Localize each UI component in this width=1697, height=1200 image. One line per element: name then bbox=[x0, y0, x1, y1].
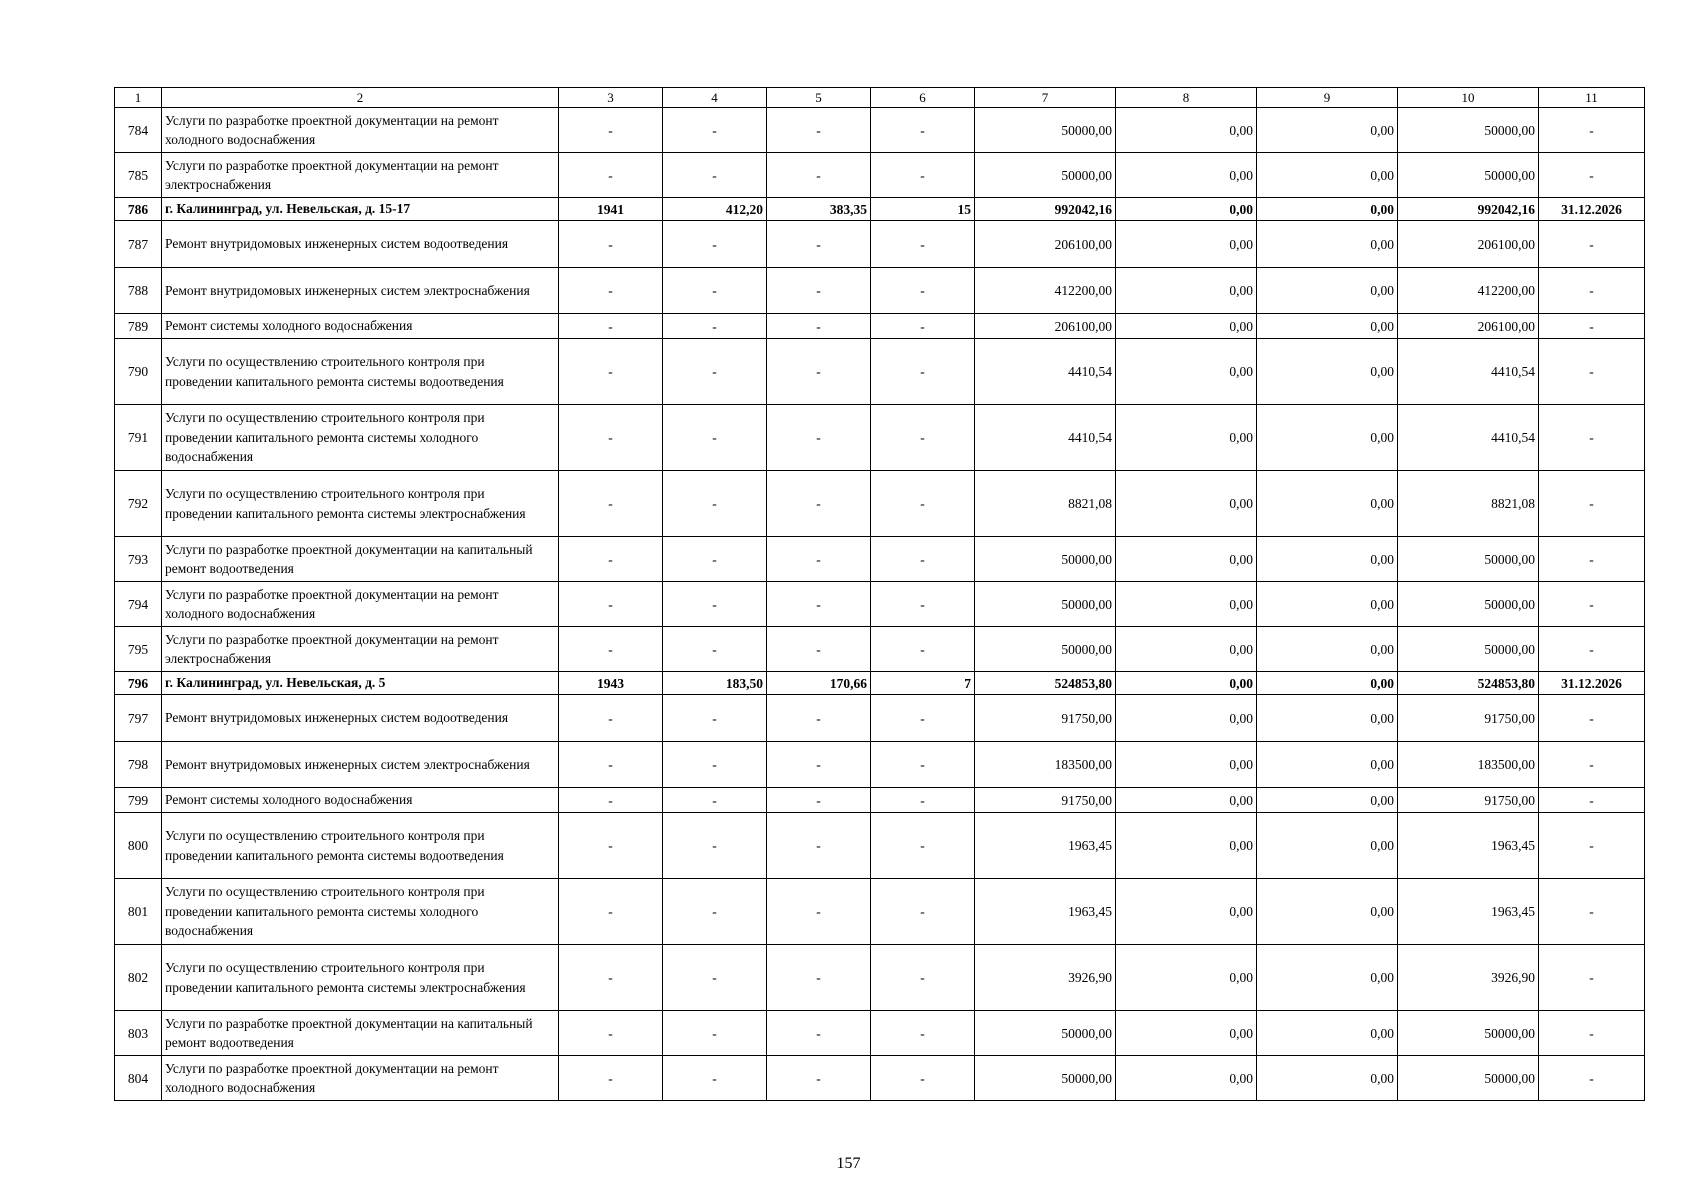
cell-year: - bbox=[559, 627, 663, 672]
cell-deadline: - bbox=[1539, 314, 1645, 339]
column-header: 3 bbox=[559, 88, 663, 108]
page-number: 157 bbox=[836, 1155, 861, 1172]
cell-name: Услуги по разработке проектной документации на ремонт электроснабжения bbox=[162, 153, 559, 198]
cell-deadline: - bbox=[1539, 221, 1645, 268]
cell-residents: - bbox=[871, 405, 975, 471]
cell-col10: 3926,90 bbox=[1398, 945, 1539, 1011]
cell-deadline: - bbox=[1539, 742, 1645, 788]
cell-residents: - bbox=[871, 268, 975, 314]
cell-col9: 0,00 bbox=[1257, 627, 1398, 672]
cell-deadline: - bbox=[1539, 1011, 1645, 1056]
cell-residents: - bbox=[871, 221, 975, 268]
cell-total-cost: 50000,00 bbox=[975, 582, 1116, 627]
cell-residents: - bbox=[871, 582, 975, 627]
cell-name: Услуги по осуществлению строительного контроля при проведении капитального ремонта системы электроснабжения bbox=[162, 945, 559, 1011]
cell-residents: - bbox=[871, 813, 975, 879]
cell-col9: 0,00 bbox=[1257, 198, 1398, 221]
cell-col8: 0,00 bbox=[1116, 627, 1257, 672]
cell-col9: 0,00 bbox=[1257, 742, 1398, 788]
cell-col9: 0,00 bbox=[1257, 1056, 1398, 1101]
cell-col9: 0,00 bbox=[1257, 221, 1398, 268]
cell-total-area: - bbox=[663, 945, 767, 1011]
table-row bbox=[115, 788, 1645, 813]
cell-deadline: - bbox=[1539, 695, 1645, 742]
cell-col8: 0,00 bbox=[1116, 537, 1257, 582]
cell-total-cost: 1963,45 bbox=[975, 813, 1116, 879]
cell-row-number: 794 bbox=[115, 582, 162, 627]
cell-row-number: 797 bbox=[115, 695, 162, 742]
cell-residents: - bbox=[871, 1011, 975, 1056]
table-row bbox=[115, 1011, 1645, 1056]
cell-row-number: 803 bbox=[115, 1011, 162, 1056]
cell-col8: 0,00 bbox=[1116, 672, 1257, 695]
table-row bbox=[115, 879, 1645, 945]
cell-total-area: - bbox=[663, 627, 767, 672]
cell-name: Услуги по разработке проектной документации на капитальный ремонт водоотведения bbox=[162, 1011, 559, 1056]
cell-row-number: 785 bbox=[115, 153, 162, 198]
table-row-address bbox=[115, 672, 1645, 695]
cell-residents: - bbox=[871, 1056, 975, 1101]
cell-deadline: - bbox=[1539, 268, 1645, 314]
cell-living-area: - bbox=[767, 1011, 871, 1056]
cell-year: - bbox=[559, 153, 663, 198]
cell-col9: 0,00 bbox=[1257, 582, 1398, 627]
cell-total-area: - bbox=[663, 471, 767, 537]
cell-deadline: - bbox=[1539, 879, 1645, 945]
cell-name: Услуги по разработке проектной документации на ремонт электроснабжения bbox=[162, 627, 559, 672]
cell-col10: 1963,45 bbox=[1398, 879, 1539, 945]
cell-total-cost: 4410,54 bbox=[975, 405, 1116, 471]
cell-residents: - bbox=[871, 627, 975, 672]
cell-name: Ремонт внутридомовых инженерных систем электроснабжения bbox=[162, 742, 559, 788]
cell-total-area: - bbox=[663, 879, 767, 945]
cell-total-cost: 206100,00 bbox=[975, 314, 1116, 339]
table-row bbox=[115, 695, 1645, 742]
cell-residents: - bbox=[871, 153, 975, 198]
cell-row-number: 801 bbox=[115, 879, 162, 945]
cell-year: - bbox=[559, 945, 663, 1011]
cell-name: Услуги по осуществлению строительного контроля при проведении капитального ремонта системы холодного водоснабжения bbox=[162, 879, 559, 945]
column-header: 4 bbox=[663, 88, 767, 108]
cell-total-area: - bbox=[663, 1056, 767, 1101]
table-row bbox=[115, 582, 1645, 627]
cell-residents: - bbox=[871, 537, 975, 582]
cell-col8: 0,00 bbox=[1116, 582, 1257, 627]
cell-deadline: - bbox=[1539, 405, 1645, 471]
column-header: 9 bbox=[1257, 88, 1398, 108]
cell-deadline: 31.12.2026 bbox=[1539, 672, 1645, 695]
cell-col10: 524853,80 bbox=[1398, 672, 1539, 695]
cell-name: Услуги по осуществлению строительного контроля при проведении капитального ремонта системы электроснабжения bbox=[162, 471, 559, 537]
cell-total-cost: 91750,00 bbox=[975, 788, 1116, 813]
cell-total-area: - bbox=[663, 788, 767, 813]
table-row bbox=[115, 471, 1645, 537]
cell-col10: 4410,54 bbox=[1398, 339, 1539, 405]
cell-living-area: - bbox=[767, 537, 871, 582]
cell-deadline: - bbox=[1539, 153, 1645, 198]
cell-residents: - bbox=[871, 879, 975, 945]
cell-col9: 0,00 bbox=[1257, 1011, 1398, 1056]
cell-total-area: - bbox=[663, 221, 767, 268]
cell-col9: 0,00 bbox=[1257, 153, 1398, 198]
cell-year: - bbox=[559, 1011, 663, 1056]
column-header: 6 bbox=[871, 88, 975, 108]
cell-row-number: 798 bbox=[115, 742, 162, 788]
cell-deadline: - bbox=[1539, 1056, 1645, 1101]
table-row bbox=[115, 153, 1645, 198]
cell-living-area: - bbox=[767, 742, 871, 788]
cell-total-cost: 50000,00 bbox=[975, 1011, 1116, 1056]
column-header: 1 bbox=[115, 88, 162, 108]
capital-repair-table bbox=[114, 87, 1645, 1101]
cell-living-area: - bbox=[767, 813, 871, 879]
table-row bbox=[115, 945, 1645, 1011]
cell-col9: 0,00 bbox=[1257, 813, 1398, 879]
cell-year: 1943 bbox=[559, 672, 663, 695]
cell-total-cost: 50000,00 bbox=[975, 537, 1116, 582]
cell-row-number: 788 bbox=[115, 268, 162, 314]
cell-year: - bbox=[559, 405, 663, 471]
cell-row-number: 784 bbox=[115, 108, 162, 153]
cell-residents: - bbox=[871, 788, 975, 813]
table-row bbox=[115, 627, 1645, 672]
cell-deadline: - bbox=[1539, 813, 1645, 879]
cell-col9: 0,00 bbox=[1257, 314, 1398, 339]
cell-col8: 0,00 bbox=[1116, 405, 1257, 471]
cell-name: Услуги по осуществлению строительного контроля при проведении капитального ремонта системы холодного водоснабжения bbox=[162, 405, 559, 471]
table-row bbox=[115, 1056, 1645, 1101]
cell-total-cost: 91750,00 bbox=[975, 695, 1116, 742]
cell-total-cost: 992042,16 bbox=[975, 198, 1116, 221]
cell-living-area: - bbox=[767, 627, 871, 672]
cell-total-cost: 206100,00 bbox=[975, 221, 1116, 268]
cell-col10: 50000,00 bbox=[1398, 1011, 1539, 1056]
cell-row-number: 799 bbox=[115, 788, 162, 813]
cell-residents: - bbox=[871, 339, 975, 405]
cell-col10: 50000,00 bbox=[1398, 582, 1539, 627]
cell-col9: 0,00 bbox=[1257, 695, 1398, 742]
cell-col8: 0,00 bbox=[1116, 153, 1257, 198]
cell-total-area: 183,50 bbox=[663, 672, 767, 695]
cell-living-area: - bbox=[767, 471, 871, 537]
cell-row-number: 791 bbox=[115, 405, 162, 471]
cell-residents: - bbox=[871, 108, 975, 153]
cell-residents: - bbox=[871, 695, 975, 742]
cell-residents: - bbox=[871, 742, 975, 788]
table-row bbox=[115, 268, 1645, 314]
cell-residents: - bbox=[871, 471, 975, 537]
cell-col9: 0,00 bbox=[1257, 537, 1398, 582]
cell-total-area: 412,20 bbox=[663, 198, 767, 221]
cell-total-cost: 412200,00 bbox=[975, 268, 1116, 314]
cell-living-area: - bbox=[767, 339, 871, 405]
cell-total-cost: 4410,54 bbox=[975, 339, 1116, 405]
cell-col9: 0,00 bbox=[1257, 879, 1398, 945]
cell-year: - bbox=[559, 471, 663, 537]
cell-col10: 50000,00 bbox=[1398, 537, 1539, 582]
cell-year: - bbox=[559, 788, 663, 813]
cell-name: г. Калининград, ул. Невельская, д. 15-17 bbox=[162, 198, 559, 221]
cell-deadline: 31.12.2026 bbox=[1539, 198, 1645, 221]
cell-living-area: - bbox=[767, 314, 871, 339]
cell-row-number: 787 bbox=[115, 221, 162, 268]
cell-residents: 15 bbox=[871, 198, 975, 221]
cell-col10: 412200,00 bbox=[1398, 268, 1539, 314]
cell-total-area: - bbox=[663, 537, 767, 582]
cell-total-cost: 524853,80 bbox=[975, 672, 1116, 695]
cell-total-area: - bbox=[663, 108, 767, 153]
cell-col8: 0,00 bbox=[1116, 945, 1257, 1011]
cell-year: - bbox=[559, 582, 663, 627]
cell-col10: 50000,00 bbox=[1398, 1056, 1539, 1101]
column-number-header-row bbox=[115, 88, 1645, 108]
cell-living-area: - bbox=[767, 405, 871, 471]
cell-year: - bbox=[559, 1056, 663, 1101]
cell-col8: 0,00 bbox=[1116, 108, 1257, 153]
cell-col8: 0,00 bbox=[1116, 471, 1257, 537]
cell-total-cost: 50000,00 bbox=[975, 153, 1116, 198]
cell-col10: 50000,00 bbox=[1398, 108, 1539, 153]
cell-total-area: - bbox=[663, 742, 767, 788]
cell-deadline: - bbox=[1539, 788, 1645, 813]
cell-col8: 0,00 bbox=[1116, 879, 1257, 945]
cell-year: - bbox=[559, 695, 663, 742]
cell-total-cost: 8821,08 bbox=[975, 471, 1116, 537]
cell-col9: 0,00 bbox=[1257, 471, 1398, 537]
cell-living-area: - bbox=[767, 268, 871, 314]
cell-col10: 91750,00 bbox=[1398, 695, 1539, 742]
cell-col10: 206100,00 bbox=[1398, 221, 1539, 268]
cell-total-cost: 50000,00 bbox=[975, 627, 1116, 672]
cell-year: - bbox=[559, 268, 663, 314]
cell-total-area: - bbox=[663, 695, 767, 742]
cell-year: - bbox=[559, 879, 663, 945]
cell-living-area: - bbox=[767, 945, 871, 1011]
cell-col8: 0,00 bbox=[1116, 1056, 1257, 1101]
cell-col10: 183500,00 bbox=[1398, 742, 1539, 788]
cell-living-area: - bbox=[767, 582, 871, 627]
table-row bbox=[115, 314, 1645, 339]
cell-name: Услуги по разработке проектной документации на ремонт холодного водоснабжения bbox=[162, 582, 559, 627]
table-row bbox=[115, 742, 1645, 788]
cell-row-number: 796 bbox=[115, 672, 162, 695]
table-row bbox=[115, 813, 1645, 879]
cell-name: Услуги по осуществлению строительного контроля при проведении капитального ремонта системы водоотведения bbox=[162, 813, 559, 879]
table-row-address bbox=[115, 198, 1645, 221]
cell-row-number: 802 bbox=[115, 945, 162, 1011]
table-row bbox=[115, 221, 1645, 268]
cell-year: - bbox=[559, 221, 663, 268]
cell-year: - bbox=[559, 339, 663, 405]
cell-living-area: - bbox=[767, 221, 871, 268]
cell-col9: 0,00 bbox=[1257, 945, 1398, 1011]
cell-residents: - bbox=[871, 314, 975, 339]
cell-living-area: - bbox=[767, 695, 871, 742]
cell-residents: 7 bbox=[871, 672, 975, 695]
cell-living-area: - bbox=[767, 879, 871, 945]
column-header: 5 bbox=[767, 88, 871, 108]
cell-name: Ремонт внутридомовых инженерных систем водоотведения bbox=[162, 695, 559, 742]
cell-living-area: - bbox=[767, 108, 871, 153]
cell-deadline: - bbox=[1539, 537, 1645, 582]
cell-col8: 0,00 bbox=[1116, 221, 1257, 268]
cell-name: Услуги по разработке проектной документации на капитальный ремонт водоотведения bbox=[162, 537, 559, 582]
cell-col8: 0,00 bbox=[1116, 695, 1257, 742]
cell-name: Услуги по осуществлению строительного контроля при проведении капитального ремонта системы водоотведения bbox=[162, 339, 559, 405]
cell-col8: 0,00 bbox=[1116, 198, 1257, 221]
cell-col8: 0,00 bbox=[1116, 1011, 1257, 1056]
cell-col8: 0,00 bbox=[1116, 339, 1257, 405]
cell-col10: 4410,54 bbox=[1398, 405, 1539, 471]
cell-col8: 0,00 bbox=[1116, 314, 1257, 339]
cell-total-area: - bbox=[663, 339, 767, 405]
cell-row-number: 786 bbox=[115, 198, 162, 221]
cell-total-area: - bbox=[663, 1011, 767, 1056]
cell-total-area: - bbox=[663, 813, 767, 879]
cell-total-area: - bbox=[663, 582, 767, 627]
cell-deadline: - bbox=[1539, 627, 1645, 672]
cell-year: - bbox=[559, 537, 663, 582]
cell-total-cost: 1963,45 bbox=[975, 879, 1116, 945]
cell-living-area: 170,66 bbox=[767, 672, 871, 695]
cell-name: г. Калининград, ул. Невельская, д. 5 bbox=[162, 672, 559, 695]
column-header: 10 bbox=[1398, 88, 1539, 108]
cell-col10: 50000,00 bbox=[1398, 153, 1539, 198]
column-header: 2 bbox=[162, 88, 559, 108]
cell-col10: 91750,00 bbox=[1398, 788, 1539, 813]
cell-col10: 206100,00 bbox=[1398, 314, 1539, 339]
cell-deadline: - bbox=[1539, 108, 1645, 153]
cell-deadline: - bbox=[1539, 339, 1645, 405]
cell-row-number: 804 bbox=[115, 1056, 162, 1101]
cell-name: Ремонт внутридомовых инженерных систем электроснабжения bbox=[162, 268, 559, 314]
cell-col9: 0,00 bbox=[1257, 339, 1398, 405]
cell-year: - bbox=[559, 108, 663, 153]
cell-col8: 0,00 bbox=[1116, 788, 1257, 813]
cell-total-cost: 183500,00 bbox=[975, 742, 1116, 788]
cell-residents: - bbox=[871, 945, 975, 1011]
cell-col8: 0,00 bbox=[1116, 268, 1257, 314]
cell-col10: 992042,16 bbox=[1398, 198, 1539, 221]
cell-col9: 0,00 bbox=[1257, 672, 1398, 695]
cell-name: Ремонт системы холодного водоснабжения bbox=[162, 788, 559, 813]
cell-year: - bbox=[559, 813, 663, 879]
cell-col10: 1963,45 bbox=[1398, 813, 1539, 879]
cell-row-number: 793 bbox=[115, 537, 162, 582]
column-header: 8 bbox=[1116, 88, 1257, 108]
cell-deadline: - bbox=[1539, 582, 1645, 627]
cell-total-area: - bbox=[663, 268, 767, 314]
cell-name: Ремонт внутридомовых инженерных систем водоотведения bbox=[162, 221, 559, 268]
cell-row-number: 800 bbox=[115, 813, 162, 879]
cell-living-area: 383,35 bbox=[767, 198, 871, 221]
cell-name: Услуги по разработке проектной документации на ремонт холодного водоснабжения bbox=[162, 1056, 559, 1101]
table-row bbox=[115, 339, 1645, 405]
cell-col9: 0,00 bbox=[1257, 108, 1398, 153]
cell-row-number: 792 bbox=[115, 471, 162, 537]
cell-total-area: - bbox=[663, 405, 767, 471]
cell-col9: 0,00 bbox=[1257, 405, 1398, 471]
cell-year: - bbox=[559, 742, 663, 788]
column-header: 7 bbox=[975, 88, 1116, 108]
cell-year: - bbox=[559, 314, 663, 339]
cell-name: Услуги по разработке проектной документации на ремонт холодного водоснабжения bbox=[162, 108, 559, 153]
cell-year: 1941 bbox=[559, 198, 663, 221]
cell-col9: 0,00 bbox=[1257, 788, 1398, 813]
table-body bbox=[115, 88, 1645, 1101]
cell-row-number: 795 bbox=[115, 627, 162, 672]
cell-total-area: - bbox=[663, 153, 767, 198]
cell-col8: 0,00 bbox=[1116, 813, 1257, 879]
table-row bbox=[115, 537, 1645, 582]
cell-total-area: - bbox=[663, 314, 767, 339]
cell-col8: 0,00 bbox=[1116, 742, 1257, 788]
cell-total-cost: 50000,00 bbox=[975, 108, 1116, 153]
cell-col10: 50000,00 bbox=[1398, 627, 1539, 672]
table-row bbox=[115, 108, 1645, 153]
cell-row-number: 789 bbox=[115, 314, 162, 339]
cell-living-area: - bbox=[767, 1056, 871, 1101]
cell-deadline: - bbox=[1539, 471, 1645, 537]
cell-living-area: - bbox=[767, 788, 871, 813]
column-header: 11 bbox=[1539, 88, 1645, 108]
cell-total-cost: 50000,00 bbox=[975, 1056, 1116, 1101]
cell-total-cost: 3926,90 bbox=[975, 945, 1116, 1011]
cell-col9: 0,00 bbox=[1257, 268, 1398, 314]
cell-row-number: 790 bbox=[115, 339, 162, 405]
cell-deadline: - bbox=[1539, 945, 1645, 1011]
cell-name: Ремонт системы холодного водоснабжения bbox=[162, 314, 559, 339]
cell-living-area: - bbox=[767, 153, 871, 198]
cell-col10: 8821,08 bbox=[1398, 471, 1539, 537]
table-row bbox=[115, 405, 1645, 471]
